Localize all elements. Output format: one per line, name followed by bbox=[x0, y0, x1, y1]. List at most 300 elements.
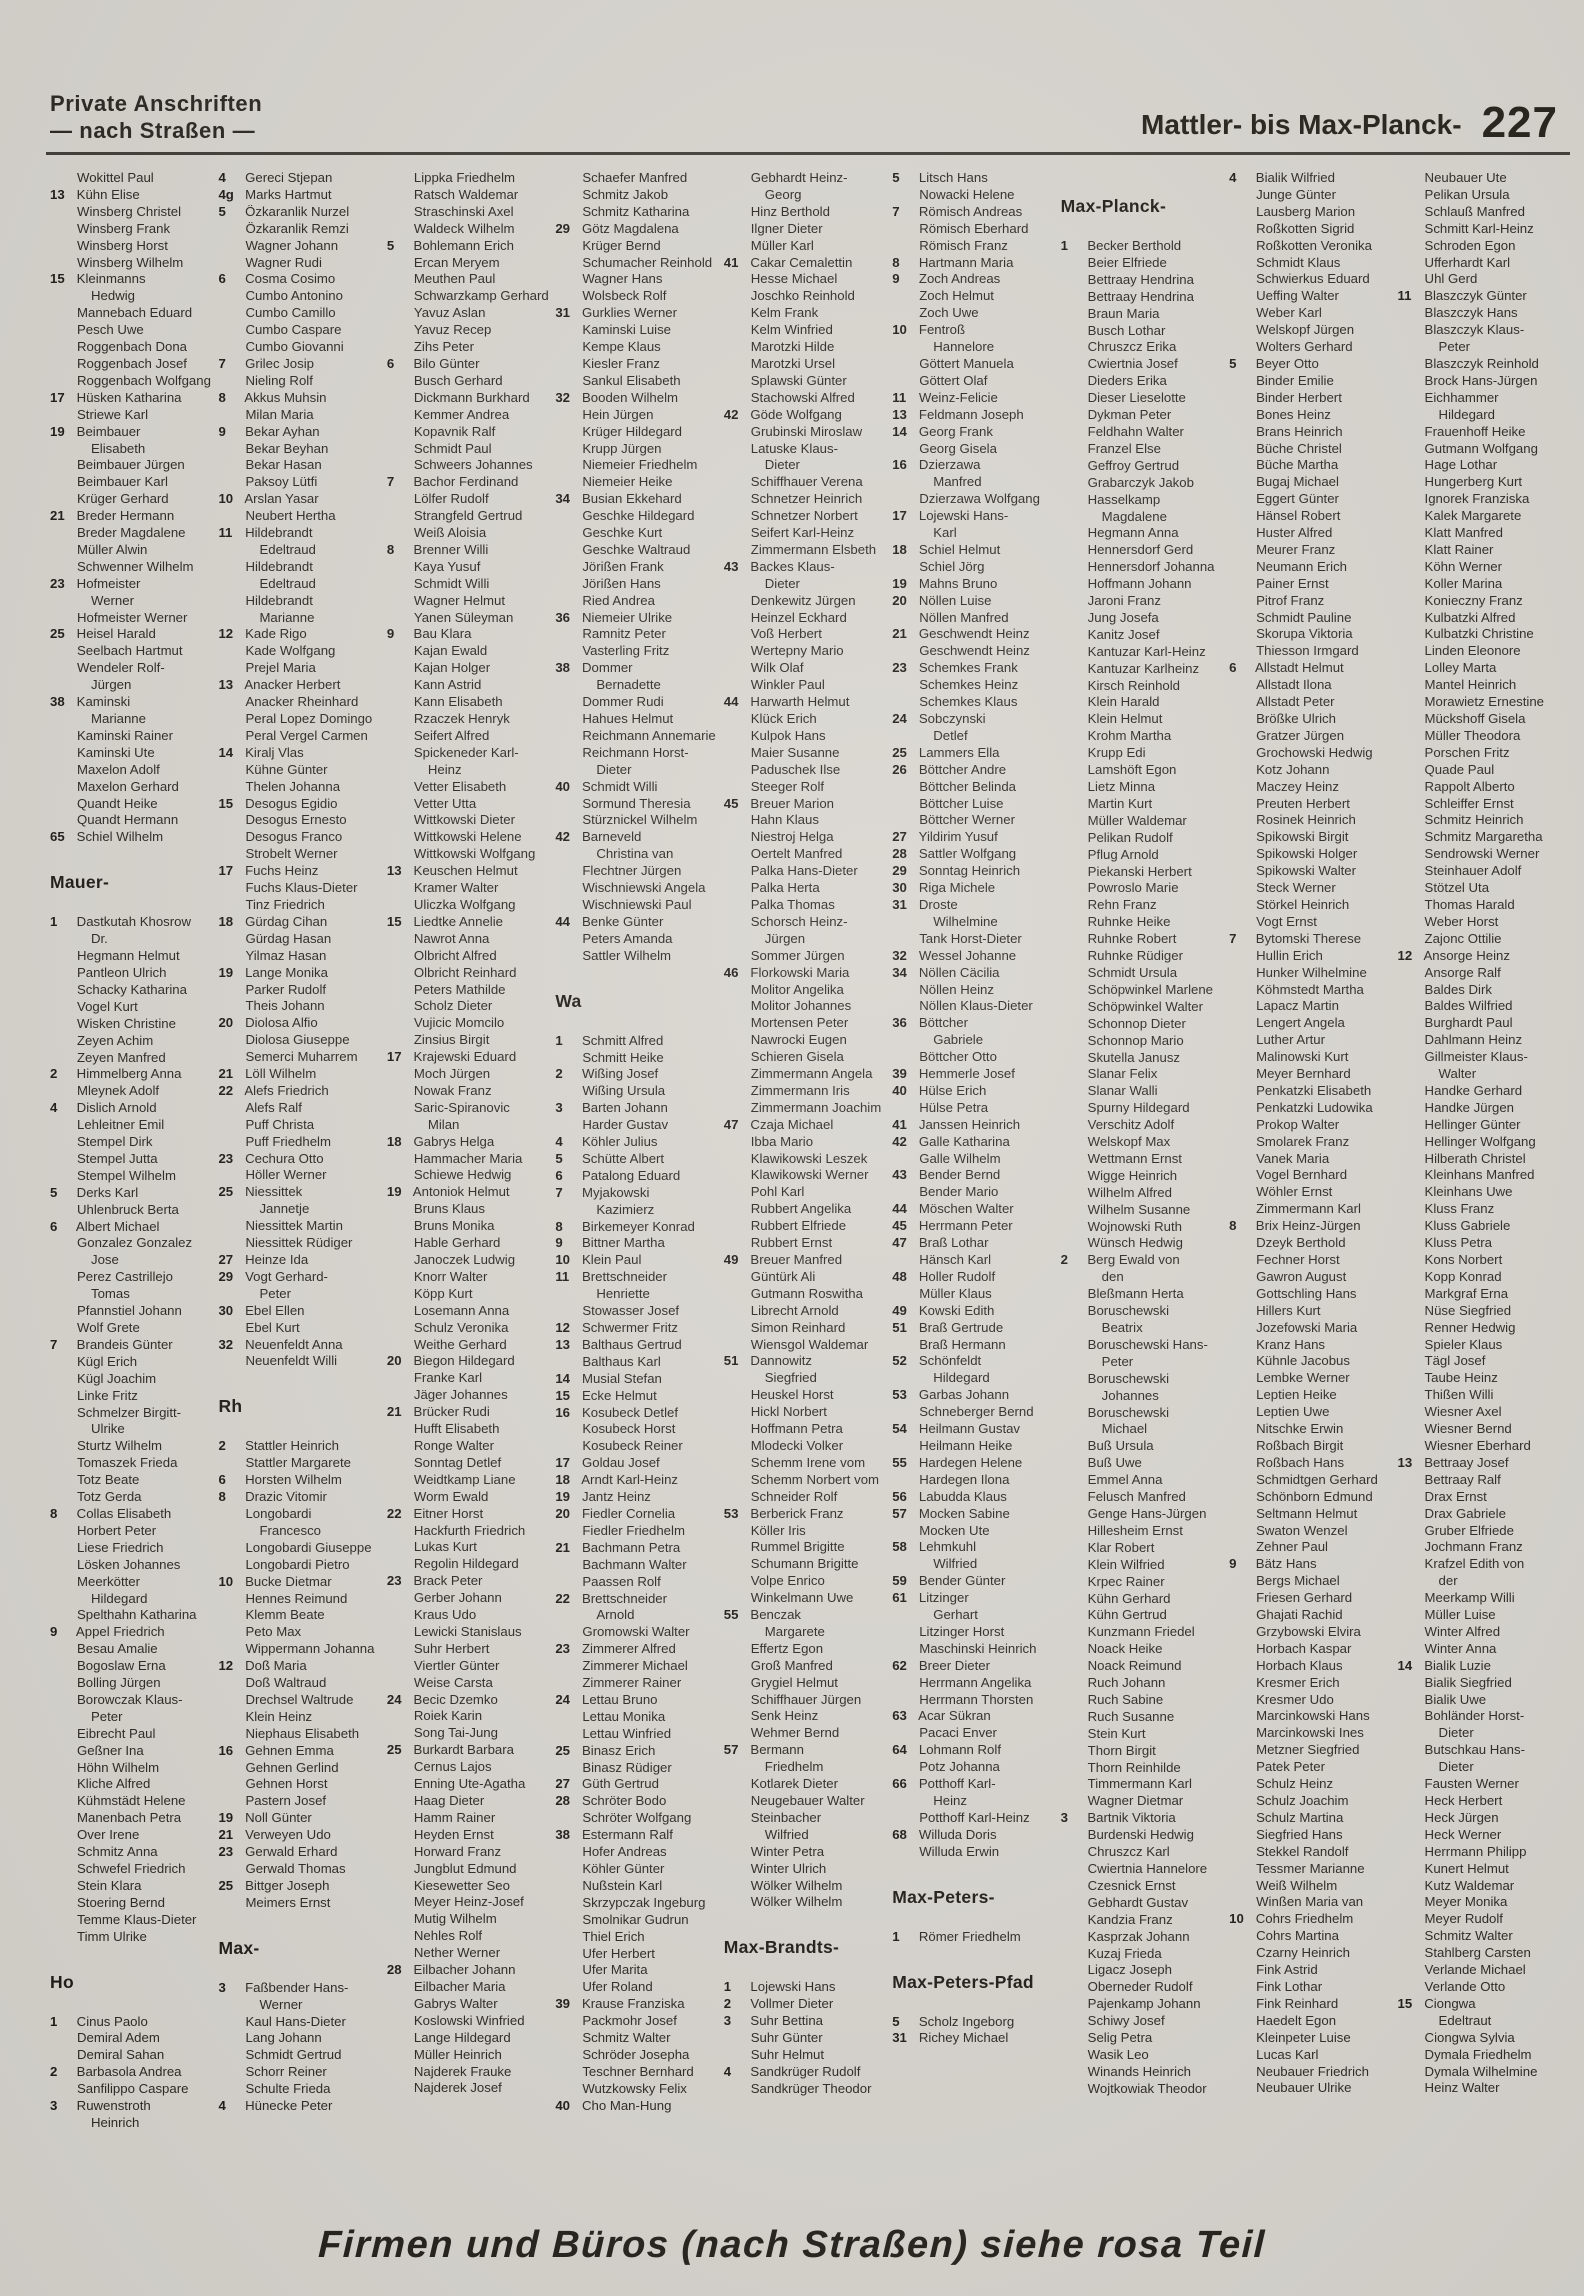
entry-line: Kantuzar Karl-Heinz bbox=[1087, 643, 1206, 659]
house-number: 31 bbox=[892, 896, 907, 912]
continuation-line: Arnold bbox=[596, 1607, 635, 1623]
entry-line: Pohl Karl bbox=[750, 1184, 805, 1200]
entry-line: Powroslo Marie bbox=[1087, 880, 1179, 896]
entry-line: Pflug Arnold bbox=[1087, 846, 1159, 862]
entry-line: Stempel Dirk bbox=[77, 1134, 153, 1150]
entry-line: Horbert Peter bbox=[77, 1522, 157, 1538]
entry-line: Kemmer Andrea bbox=[413, 406, 510, 422]
entry-line: Nawrot Anna bbox=[413, 930, 490, 946]
entry-line: Klawikowski Werner bbox=[750, 1167, 869, 1183]
entry-line: 59 Bender Günter bbox=[892, 1573, 1006, 1589]
entry-line: Mlodecki Volker bbox=[750, 1437, 844, 1453]
entry-line: Borowczak Klaus- bbox=[77, 1691, 183, 1707]
house-number: 13 bbox=[555, 1336, 570, 1352]
entry-line: Franzel Else bbox=[1087, 440, 1161, 456]
entry-line: Meuthen Paul bbox=[413, 271, 496, 287]
entry-line: Kade Wolfgang bbox=[245, 643, 336, 659]
house-number: 45 bbox=[892, 1218, 907, 1234]
continuation-line: Francesco bbox=[259, 1522, 322, 1538]
entry-line: Neumann Erich bbox=[1256, 558, 1347, 574]
house-number: 19 bbox=[50, 423, 65, 439]
entry-line: Wagner Helmut bbox=[413, 592, 505, 608]
entry-line: Prokop Walter bbox=[1256, 1116, 1340, 1132]
house-number: 55 bbox=[892, 1454, 907, 1470]
entry-line: Wasik Leo bbox=[1087, 2046, 1149, 2062]
entry-line: 12 Schwermer Fritz bbox=[555, 1320, 678, 1335]
entry-line: Vanek Maria bbox=[1256, 1150, 1330, 1166]
entry-line: Binder Herbert bbox=[1256, 389, 1342, 405]
entry-line: Junge Günter bbox=[1256, 186, 1337, 202]
entry-line: Leptien Heike bbox=[1256, 1387, 1337, 1403]
entry-line: 4 Sandkrüger Rudolf bbox=[723, 2063, 861, 2079]
entry-line: Semerci Muharrem bbox=[245, 1049, 358, 1065]
entry-line: Verschitz Adolf bbox=[1087, 1117, 1175, 1133]
entry-line: Marcinkowski Hans bbox=[1256, 1708, 1370, 1724]
entry-line: 7 Myjakowski bbox=[555, 1184, 650, 1200]
house-number: 3 bbox=[555, 1100, 563, 1116]
entry-line: Buß Uwe bbox=[1087, 1455, 1142, 1471]
house-number: 13 bbox=[1397, 1454, 1413, 1470]
entry-line: Knorr Walter bbox=[413, 1268, 488, 1284]
entry-line: Böttcher Luise bbox=[919, 795, 1004, 811]
entry-line: Desogus Franco bbox=[245, 829, 343, 845]
entry-line: 32 Booden Wilhelm bbox=[555, 389, 679, 405]
house-number: 18 bbox=[555, 1472, 570, 1488]
entry-line: Slanar Walli bbox=[1087, 1083, 1158, 1099]
entry-line: Ciongwa Sylvia bbox=[1424, 2029, 1515, 2045]
entry-line: Kopp Konrad bbox=[1424, 1268, 1502, 1284]
entry-line: Wehmer Bernd bbox=[750, 1725, 840, 1741]
entry-line: Friesen Gerhard bbox=[1256, 1590, 1353, 1606]
entry-line: Waldeck Wilhelm bbox=[413, 220, 515, 236]
entry-line: Nehles Rolf bbox=[413, 1928, 483, 1944]
house-number: 44 bbox=[892, 1201, 907, 1217]
entry-line: 19 Beimbauer bbox=[50, 423, 141, 439]
entry-line: Hoffmann Johann bbox=[1087, 576, 1192, 592]
entry-line: Bekar Beyhan bbox=[245, 440, 329, 456]
entry-line: Bruns Monika bbox=[413, 1218, 495, 1234]
entry-line: Schweers Johannes bbox=[413, 457, 533, 473]
house-number: 23 bbox=[218, 1844, 234, 1860]
house-number: 4 bbox=[50, 1100, 58, 1116]
entry-line: 31 Richey Michael bbox=[892, 2030, 1009, 2046]
entry-line: 7 Grilec Josip bbox=[218, 355, 314, 371]
entry-line: Breder Magdalene bbox=[77, 525, 186, 541]
entry-line: Voß Herbert bbox=[750, 626, 822, 642]
entry-line: Rubbert Angelika bbox=[750, 1201, 852, 1217]
house-number: 5 bbox=[892, 2013, 900, 2029]
entry-line: 8 Hartmann Maria bbox=[892, 254, 1014, 270]
entry-line: Burghardt Paul bbox=[1424, 1015, 1513, 1031]
entry-line: Schlauß Manfred bbox=[1424, 203, 1525, 219]
entry-line: Bogoslaw Erna bbox=[77, 1658, 166, 1674]
entry-line: Dymala Wilhelmine bbox=[1424, 2063, 1538, 2079]
entry-line: Hammacher Maria bbox=[413, 1150, 523, 1166]
entry-line: 42 Göde Wolfgang bbox=[723, 406, 842, 422]
entry-line: Anacker Rheinhard bbox=[245, 694, 359, 710]
entry-line: Baldes Dirk bbox=[1424, 981, 1492, 997]
entry-line: 26 Böttcher Andre bbox=[892, 761, 1007, 777]
entry-line: Meurer Franz bbox=[1256, 541, 1336, 557]
entry-line: Winter Petra bbox=[750, 1843, 825, 1859]
entry-line: 23 Gerwald Erhard bbox=[218, 1844, 338, 1860]
continuation-line: Dr. bbox=[91, 931, 108, 947]
entry-line: 5 Beyer Otto bbox=[1229, 355, 1319, 371]
entry-line: Ansorge Ralf bbox=[1424, 964, 1501, 980]
continuation-line: der bbox=[1438, 1573, 1458, 1589]
entry-line: Porschen Fritz bbox=[1424, 744, 1510, 760]
entry-line: Kaminski Rainer bbox=[77, 727, 174, 743]
entry-line: Ligacz Joseph bbox=[1087, 1962, 1172, 1978]
entry-line: Wischniewski Angela bbox=[582, 880, 706, 896]
footer-notice: Firmen und Büros (nach Straßen) siehe rosa Teil bbox=[317, 2224, 1267, 2266]
entry-line: Dickmann Burkhard bbox=[413, 389, 530, 405]
entry-line: Gerwald Thomas bbox=[245, 1861, 346, 1876]
entry-line: Spieler Klaus bbox=[1424, 1336, 1503, 1352]
entry-line: 5 Scholz Ingeborg bbox=[892, 2013, 1015, 2029]
house-number: 42 bbox=[555, 829, 570, 845]
house-number: 23 bbox=[555, 1641, 570, 1657]
entry-line: Winter Ulrich bbox=[750, 1860, 827, 1876]
entry-line: 29 Sonntag Heinrich bbox=[892, 863, 1021, 879]
house-number: 42 bbox=[892, 1133, 907, 1149]
entry-line: Nöllen Manfred bbox=[919, 609, 1009, 625]
entry-line: Hofer Andreas bbox=[582, 1844, 667, 1860]
entry-line: Skorupa Viktoria bbox=[1256, 626, 1353, 642]
entry-line: Winkelmann Uwe bbox=[750, 1590, 854, 1606]
house-number: 9 bbox=[218, 423, 226, 439]
entry-line: Schiel Jörg bbox=[919, 558, 985, 574]
entry-line: Niessittek Rüdiger bbox=[245, 1235, 353, 1251]
directory-column bbox=[1229, 170, 1387, 2132]
entry-line: Scholz Dieter bbox=[413, 998, 493, 1014]
entry-line: Bergs Michael bbox=[1256, 1573, 1340, 1589]
entry-line: Gottschling Hans bbox=[1256, 1285, 1357, 1301]
continuation-line: Beatrix bbox=[1101, 1320, 1143, 1335]
house-number: 2 bbox=[218, 1438, 226, 1454]
entry-line: 28 Schröter Bodo bbox=[555, 1793, 667, 1809]
entry-line: 38 Estermann Ralf bbox=[555, 1827, 673, 1843]
entry-line: 49 Breuer Manfred bbox=[723, 1252, 843, 1267]
house-number: 8 bbox=[50, 1505, 58, 1521]
house-number: 40 bbox=[892, 1082, 907, 1098]
entry-line: Longobardi Pietro bbox=[245, 1556, 350, 1572]
entry-line: Heinzel Eckhard bbox=[750, 609, 847, 625]
entry-line: Buß Ursula bbox=[1087, 1438, 1154, 1454]
entry-line: Stempel Jutta bbox=[77, 1150, 158, 1166]
entry-line: Oertelt Manfred bbox=[750, 846, 843, 862]
entry-line: Fink Astrid bbox=[1256, 1962, 1318, 1978]
entry-line: Wittkowski Dieter bbox=[413, 812, 515, 828]
house-number: 1 bbox=[892, 1928, 900, 1944]
entry-line: 2 Berg Ewald von bbox=[1060, 1252, 1180, 1268]
entry-line: Hoffmann Petra bbox=[750, 1421, 843, 1437]
house-number: 1 bbox=[50, 2013, 58, 2029]
continuation-line: Henriette bbox=[596, 1286, 650, 1302]
continuation-line: Jannetje bbox=[259, 1201, 310, 1217]
entry-line: Bugaj Michael bbox=[1256, 474, 1339, 490]
entry-line: 41 Janssen Heinrich bbox=[892, 1116, 1021, 1132]
entry-line: Hein Jürgen bbox=[582, 406, 654, 422]
entry-line: Sormund Theresia bbox=[582, 795, 691, 811]
entry-line: 47 Braß Lothar bbox=[892, 1235, 989, 1251]
entry-line: Müller Klaus bbox=[919, 1285, 992, 1301]
entry-line: Thiesson Irmgard bbox=[1256, 643, 1359, 659]
entry-line: 54 Heilmann Gustav bbox=[892, 1421, 1021, 1437]
entry-line: Cumbo Caspare bbox=[245, 322, 342, 338]
entry-line: Hellinger Günter bbox=[1424, 1116, 1521, 1132]
entry-line: 9 Bekar Ayhan bbox=[218, 423, 320, 439]
house-number: 1 bbox=[1060, 238, 1068, 253]
entry-line: 12 Ansorge Heinz bbox=[1397, 947, 1510, 963]
entry-line: Köhler Günter bbox=[582, 1861, 665, 1876]
entry-line: Lang Johann bbox=[245, 2030, 322, 2046]
entry-line: Chruszcz Erika bbox=[1087, 339, 1177, 355]
entry-line: Roggenbach Josef bbox=[77, 355, 187, 371]
entry-line: Sandkrüger Theodor bbox=[750, 2080, 872, 2096]
entry-line: Rzaczek Henryk bbox=[413, 711, 510, 726]
entry-line: Kluss Gabriele bbox=[1424, 1218, 1511, 1234]
entry-line: Weber Karl bbox=[1256, 305, 1322, 321]
entry-line: Winsberg Horst bbox=[77, 237, 168, 253]
entry-line: Manenbach Petra bbox=[77, 1810, 182, 1826]
entry-line: Schmitz Jakob bbox=[582, 186, 669, 202]
entry-line: Zehner Paul bbox=[1256, 1539, 1328, 1555]
entry-line: Mocken Ute bbox=[919, 1522, 990, 1538]
continuation-line: Edeltraud bbox=[259, 575, 316, 591]
entry-line: Cumbo Antonino bbox=[245, 288, 343, 304]
entry-line: Kotlarek Dieter bbox=[750, 1776, 838, 1792]
entry-line: Ratsch Waldemar bbox=[413, 186, 519, 202]
entry-line: Schmitt Heike bbox=[582, 1049, 664, 1065]
entry-line: Ruhnke Rüdiger bbox=[1087, 948, 1183, 964]
entry-line: 32 Neuenfeldt Anna bbox=[218, 1336, 343, 1352]
entry-line: Schemm Norbert vom bbox=[750, 1471, 880, 1487]
continuation-line: Peter bbox=[1101, 1353, 1134, 1369]
entry-line: Stowasser Josef bbox=[582, 1303, 680, 1319]
entry-line: 57 Mocken Sabine bbox=[892, 1505, 1010, 1521]
continuation-line: Marianne bbox=[91, 711, 146, 726]
entry-line: Römisch Eberhard bbox=[919, 220, 1029, 236]
entry-line: Bolling Jürgen bbox=[77, 1675, 161, 1691]
entry-line: Kluss Petra bbox=[1424, 1235, 1492, 1251]
entry-line: Thorn Birgit bbox=[1087, 1742, 1156, 1758]
entry-line: Böttcher Werner bbox=[919, 812, 1015, 828]
house-number: 17 bbox=[386, 1049, 402, 1065]
entry-line: Schiffhauer Verena bbox=[750, 474, 863, 490]
entry-line: Heck Herbert bbox=[1424, 1793, 1503, 1808]
entry-line: Najderek Josef bbox=[413, 2080, 502, 2096]
entry-line: 1 Schmitt Alfred bbox=[555, 1032, 664, 1048]
entry-line: 17 Fuchs Heinz bbox=[218, 863, 319, 879]
entry-line: Galle Wilhelm bbox=[919, 1150, 1001, 1166]
continuation-line: Marianne bbox=[259, 609, 315, 625]
entry-line: Flechtner Jürgen bbox=[582, 863, 682, 879]
entry-line: Latuske Klaus- bbox=[750, 440, 838, 456]
entry-line: Niemeier Heike bbox=[582, 474, 673, 490]
entry-line: 2 Vollmer Dieter bbox=[723, 1996, 834, 2012]
entry-line: Molitor Johannes bbox=[750, 998, 852, 1014]
house-number: 41 bbox=[723, 254, 739, 270]
house-number: 44 bbox=[555, 913, 570, 929]
house-number: 10 bbox=[555, 1252, 570, 1268]
house-number: 14 bbox=[218, 744, 234, 760]
entry-line: 18 Schiel Helmut bbox=[892, 541, 1001, 557]
entry-line: Busch Gerhard bbox=[413, 372, 503, 388]
entry-line: 4g Marks Hartmut bbox=[218, 186, 332, 202]
house-number: 53 bbox=[723, 1505, 739, 1521]
entry-line: Roiek Karin bbox=[413, 1708, 483, 1724]
entry-line: Schmidt Pauline bbox=[1256, 609, 1352, 625]
entry-line: Winsberg Wilhelm bbox=[77, 254, 184, 270]
entry-line: Zimmermann Elsbeth bbox=[750, 541, 877, 557]
house-number: 34 bbox=[555, 491, 570, 507]
entry-line: Hennersdorf Gerd bbox=[1087, 542, 1194, 558]
entry-line: Stahlberg Carsten bbox=[1424, 1945, 1531, 1961]
entry-line: Schnetzer Norbert bbox=[750, 508, 858, 524]
entry-line: Kandzia Franz bbox=[1087, 1911, 1173, 1927]
entry-line: 62 Breer Dieter bbox=[892, 1657, 990, 1673]
entry-line: Effertz Egon bbox=[750, 1640, 824, 1656]
entry-line: Jaroni Franz bbox=[1087, 593, 1161, 609]
house-number: 24 bbox=[892, 711, 907, 726]
entry-line: Nöllen Heinz bbox=[919, 981, 994, 997]
entry-line: Schöpwinkel Marlene bbox=[1087, 981, 1214, 997]
entry-line: Dommer Rudi bbox=[582, 694, 664, 710]
entry-line: Geßner Ina bbox=[77, 1742, 144, 1758]
entry-line: 7 Brandeis Günter bbox=[50, 1336, 173, 1352]
entry-line: Brock Hans-Jürgen bbox=[1424, 372, 1538, 388]
entry-line: Butschkau Hans- bbox=[1424, 1742, 1525, 1758]
entry-line: Heilmann Heike bbox=[919, 1437, 1013, 1453]
entry-line: 22 Eitner Horst bbox=[386, 1505, 484, 1521]
entry-line: Sendrowski Werner bbox=[1424, 846, 1540, 862]
entry-line: Schiewe Hedwig bbox=[413, 1167, 512, 1183]
entry-line: Winsberg Christel bbox=[77, 203, 182, 219]
entry-line: Pajenkamp Johann bbox=[1087, 1996, 1201, 2012]
entry-line: Cumbo Camillo bbox=[245, 305, 336, 321]
entry-line: Klawikowski Leszek bbox=[750, 1150, 868, 1166]
entry-line: Ruch Susanne bbox=[1087, 1708, 1175, 1724]
entry-line: Balthaus Karl bbox=[582, 1353, 661, 1369]
entry-line: Schieren Gisela bbox=[750, 1049, 844, 1065]
entry-line: Klein Helmut bbox=[1087, 711, 1163, 727]
entry-line: 47 Czaja Michael bbox=[723, 1116, 834, 1132]
entry-line: Marotzki Ursel bbox=[750, 355, 836, 371]
house-number: 1 bbox=[723, 1979, 732, 1995]
entry-line: 4 Köhler Julius bbox=[555, 1134, 658, 1150]
house-number: 49 bbox=[723, 1252, 739, 1267]
entry-line: Boruschewski bbox=[1087, 1370, 1170, 1386]
continuation-line: Michael bbox=[1101, 1421, 1148, 1437]
entry-line: Horbach Kaspar bbox=[1256, 1640, 1352, 1656]
entry-line: Hänsch Karl bbox=[919, 1252, 992, 1267]
house-number: 14 bbox=[555, 1370, 570, 1386]
entry-line: Siegfried Hans bbox=[1256, 1826, 1343, 1842]
continuation-line: Jürgen bbox=[91, 677, 132, 693]
house-number: 25 bbox=[386, 1742, 402, 1758]
entry-line: Konieczny Franz bbox=[1424, 592, 1523, 608]
entry-line: Herrmann Philipp bbox=[1424, 1843, 1527, 1859]
entry-line: Pantleon Ulrich bbox=[77, 964, 167, 980]
house-number: 62 bbox=[892, 1657, 907, 1673]
entry-line: Brans Heinrich bbox=[1256, 423, 1343, 439]
entry-line: Perez Castrillejo bbox=[77, 1269, 174, 1285]
house-number: 6 bbox=[1229, 660, 1237, 676]
continuation-line: Magdalene bbox=[1101, 508, 1167, 524]
entry-line: Fiedler Friedhelm bbox=[582, 1522, 685, 1538]
entry-line: Handke Jürgen bbox=[1424, 1099, 1514, 1115]
entry-line: Peters Amanda bbox=[582, 930, 673, 946]
entry-line: 21 Verweyen Udo bbox=[218, 1827, 331, 1843]
entry-line: Librecht Arnold bbox=[750, 1302, 839, 1318]
entry-line: Kanitz Josef bbox=[1087, 626, 1160, 642]
entry-line: 49 Kowski Edith bbox=[892, 1302, 995, 1318]
house-number: 28 bbox=[892, 846, 907, 862]
house-number: 8 bbox=[218, 1489, 226, 1505]
entry-line: Patek Peter bbox=[1256, 1759, 1326, 1775]
entry-line: 19 Lange Monika bbox=[218, 964, 328, 980]
entry-line: Gehnen Horst bbox=[245, 1776, 328, 1792]
entry-line: 27 Heinze Ida bbox=[218, 1252, 309, 1267]
entry-line: Preuten Herbert bbox=[1256, 795, 1350, 811]
entry-line: 20 Fiedler Cornelia bbox=[555, 1505, 676, 1521]
entry-line: Senk Heinz bbox=[750, 1708, 819, 1724]
entry-line: 3 Faßbender Hans- bbox=[218, 1979, 349, 1995]
entry-line: Skutella Janusz bbox=[1087, 1049, 1181, 1065]
entry-line: Zeyen Manfred bbox=[77, 1049, 166, 1065]
entry-line: 1 Dastkutah Khosrow bbox=[50, 914, 192, 930]
directory-column bbox=[1398, 170, 1556, 2132]
entry-line: Büche Martha bbox=[1256, 457, 1339, 473]
entry-line: Beier Elfriede bbox=[1087, 254, 1167, 270]
house-number: 5 bbox=[386, 237, 395, 253]
entry-line: Feldhahn Walter bbox=[1087, 423, 1184, 439]
entry-line: 15 Ecke Helmut bbox=[555, 1387, 657, 1403]
entry-line: Parker Rudolf bbox=[245, 981, 327, 997]
house-number: 19 bbox=[386, 1184, 402, 1200]
entry-line: Quandt Hermann bbox=[77, 812, 179, 828]
street-range-title: Mattler- bis Max-Planck- bbox=[1141, 109, 1462, 140]
entry-line: Wittkowski Helene bbox=[413, 829, 522, 845]
house-number: 10 bbox=[1229, 1911, 1244, 1927]
entry-line: Zeyen Achim bbox=[77, 1032, 154, 1048]
entry-line: Höller Werner bbox=[245, 1167, 327, 1183]
entry-line: Pelikan Ursula bbox=[1424, 186, 1510, 202]
street-heading: Max-Peters- bbox=[892, 1886, 995, 1907]
house-number: 12 bbox=[218, 626, 234, 642]
entry-line: Tägl Josef bbox=[1424, 1353, 1486, 1369]
entry-line: Eilbacher Maria bbox=[413, 1978, 506, 1994]
entry-line: Wolf Grete bbox=[77, 1320, 140, 1335]
entry-line: Paassen Rolf bbox=[582, 1573, 661, 1589]
entry-line: Kaya Yusuf bbox=[413, 558, 481, 574]
entry-line: Losemann Anna bbox=[413, 1302, 510, 1318]
entry-line: 4 Bialik Wilfried bbox=[1229, 170, 1335, 185]
street-heading: Max-Peters-Pfad bbox=[892, 1971, 1034, 1992]
entry-line: Potthoff Karl-Heinz bbox=[919, 1809, 1030, 1825]
entry-line: Spurny Hildegard bbox=[1087, 1100, 1190, 1116]
house-number: 15 bbox=[386, 913, 402, 929]
entry-line: 22 Brettschneider bbox=[555, 1590, 668, 1606]
entry-line: Kresmer Erich bbox=[1256, 1674, 1340, 1690]
entry-line: Kranz Hans bbox=[1256, 1336, 1326, 1352]
entry-line: Jozefowski Maria bbox=[1256, 1319, 1358, 1335]
continuation-line: Dieter bbox=[764, 575, 800, 591]
entry-line: Song Tai-Jung bbox=[413, 1725, 498, 1741]
entry-line: Sattler Wilhelm bbox=[582, 947, 671, 963]
entry-line: Kelm Frank bbox=[750, 305, 819, 321]
